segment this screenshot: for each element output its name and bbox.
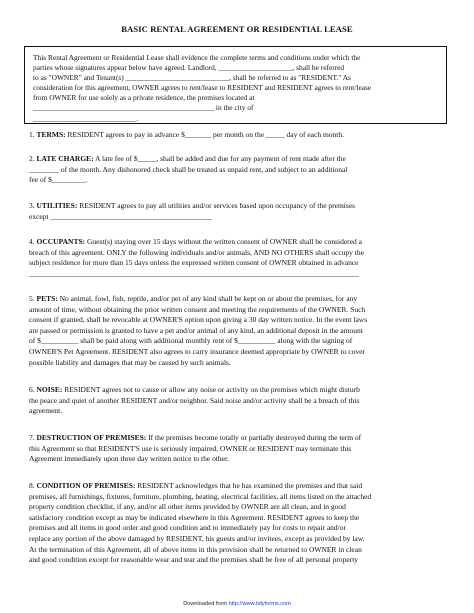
section-line: premises and all items in good order and good condition and to immediately pay for costs to repair and/or <box>29 523 347 533</box>
section-heading: CONDITION OF PREMISES: <box>36 481 136 490</box>
footer-link[interactable]: http://www.tidyforms.com <box>228 601 291 607</box>
section-line: At the termination of this Agreement, all of above items in this provision shall be returned to OWNER in clean <box>29 544 362 554</box>
section-heading: UTILITIES: <box>36 201 78 210</box>
section-heading: LATE CHARGE: <box>36 154 94 163</box>
section-line: 7. DESTRUCTION OF PREMISES: If the premises become totally or partially destroyed during the term of <box>29 433 362 442</box>
section-line: 1. TERMS: RESIDENT agrees to pay in advance $_______ per month on the _____ day of each month. <box>29 130 345 139</box>
section-6 <box>29 385 447 417</box>
section-2 <box>29 154 447 186</box>
section-line: satisfactory condition except as may be indicated elsewhere in this Agreement. RESIDENT agrees to keep the <box>29 512 360 522</box>
section-line: 3. UTILITIES: RESIDENT agrees to pay all utilities and/or services based upon occupancy of the premises <box>29 201 356 210</box>
footer-prefix: Downloaded from <box>183 601 228 607</box>
section-line: fee of $_________. <box>29 175 88 185</box>
section-line: Agreement immediately upon three day written notice to the other. <box>29 454 229 464</box>
intro-paragraph-box <box>24 46 447 124</box>
section-line: property condition checklist, if any, and/or all other items provided by OWNER are all clean, and in good <box>29 502 346 512</box>
section-line: the peace and quiet of another RESIDENT and/or neighbor. Said noise and/or activity shall be a breach of this <box>29 395 360 405</box>
intro-line: parties whose signatures appear below have agreed. Landlord, ____________________, shall be referred <box>33 63 345 73</box>
section-line: possible liability and damages that may be caused by such animals. <box>29 357 231 367</box>
section-line: 6. NOISE: RESIDENT agrees not to cause or allow any noise or activity on the premises which might disturb <box>29 385 360 394</box>
intro-line: _________________________________________________ in the city of <box>33 103 254 113</box>
section-heading: OCCUPANTS: <box>36 237 86 246</box>
section-3 <box>29 201 447 222</box>
section-line: amount of time, without obtaining the prior written consent and meeting the requirements of the OWNER. Such <box>29 304 366 314</box>
section-line: 4. OCCUPANTS: Guest(s) staying over 15 days without the written consent of OWNER shall be considered a <box>29 237 362 246</box>
section-8 <box>29 481 447 566</box>
intro-line: consideration for this agreement, OWNER agrees to rent/lease to RESIDENT and RESIDENT agrees to rent/lease <box>33 83 372 93</box>
section-line: breach of this agreement. ONLY the following individuals and/or animals, AND NO OTHERS shall occupy the <box>29 247 364 257</box>
section-line: 2. LATE CHARGE: A late fee of $_____, shall be added and due for any payment of rent made after the <box>29 154 346 163</box>
section-line: except ___________________________________________ <box>29 211 212 221</box>
section-line: this Agreement so that RESIDENT'S use is seriously impaired, OWNER or RESIDENT may terminate this <box>29 443 352 453</box>
section-heading: NOISE: <box>36 385 63 394</box>
section-line: subject residence for more than 15 days unless the expressed written consent of OWNER obtained in advance <box>29 258 359 268</box>
intro-line: to as "OWNER" and Tenant(s) ____________________________, shall be referred to as "RESIDENT." As <box>33 73 351 83</box>
section-heading: DESTRUCTION OF PREMISES: <box>36 433 147 442</box>
section-1 <box>29 130 447 141</box>
section-line: consent if granted, shall be revocable at OWNER'S option upon giving a 30 day written notice. In the event laws <box>29 315 368 325</box>
section-line: and good condition except for reasonable wear and tear and the premises shall be free of all personal property <box>29 555 359 565</box>
section-line: agreement. <box>29 406 63 416</box>
intro-line: from OWNER for use solely as a private residence, the premises located at <box>33 93 255 103</box>
section-heading: PETS: <box>36 294 58 303</box>
section-line: replace any portion of the above damaged by RESIDENT, his guests and/or invitees, except as provided by law. <box>29 533 365 543</box>
section-line: of $__________ shall be paid along with additional monthly rent of $__________ along with the signing of <box>29 336 353 346</box>
section-line: OWNER'S Pet Agreement. RESIDENT also agrees to carry insurance deemed appropriate by OWNER to cover <box>29 346 365 356</box>
section-5 <box>29 294 447 368</box>
section-line: ________ of the month. Any dishonored check shall be treated as unpaid rent, and subject to an additional <box>29 164 348 174</box>
section-line: 5. PETS: No animal, fowl, fish, reptile, and/or pet of any kind shall be kept on or about the premises, for any <box>29 294 358 303</box>
document-title: BASIC RENTAL AGREEMENT OR RESIDENTIAL LEASE <box>121 24 353 34</box>
section-heading: TERMS: <box>36 130 66 139</box>
footer <box>0 601 474 607</box>
section-line: 8. CONDITION OF PREMISES: RESIDENT acknowledges that he has examined the premises and that said <box>29 481 363 490</box>
section-line: are passed or permission is granted to have a pet and/or animal of any kind, an additional deposit in the amount <box>29 325 363 335</box>
intro-line: ____________________________. <box>33 113 139 123</box>
section-4 <box>29 237 447 279</box>
intro-line: This Rental Agreement or Residential Lease shall evidence the complete terms and conditions under which the <box>33 53 361 62</box>
section-7 <box>29 433 447 465</box>
section-line: premises, all furnishings, fixtures, furniture, plumbing, heating, electrical facilities, all items listed on the attached <box>29 491 372 501</box>
section-line: ________________________________________________________________________________________ <box>29 268 359 278</box>
